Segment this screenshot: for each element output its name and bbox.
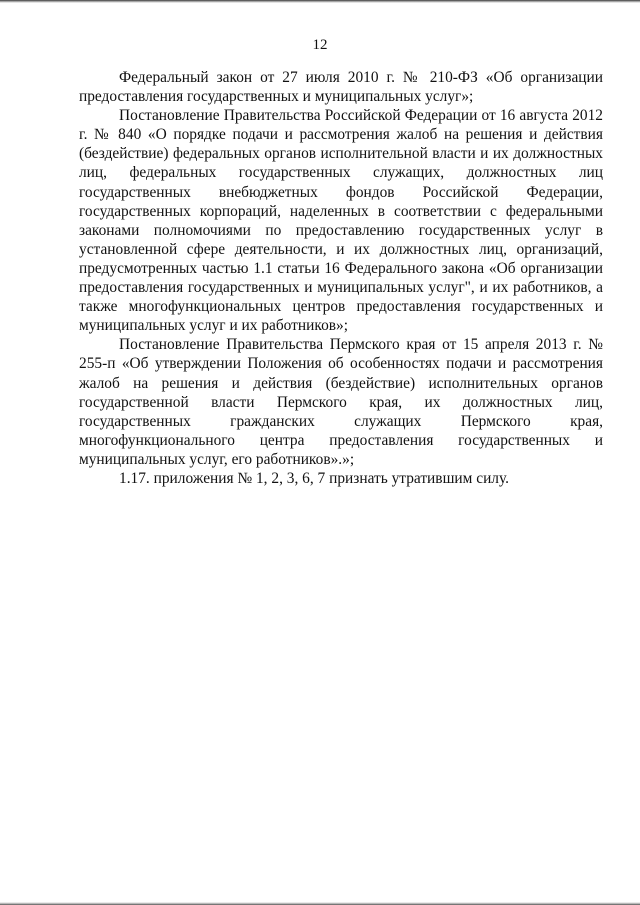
page-number: 12 xyxy=(312,37,328,53)
paragraph-item-1-17: 1.17. приложения № 1, 2, 3, 6, 7 признать утратившим силу. xyxy=(119,469,509,487)
document-body xyxy=(79,68,603,488)
scan-edge-top xyxy=(0,0,640,3)
paragraph-federal-law-210: Федеральный закон от 27 июля 2010 г. № 210-ФЗ «Об организации предоставления государственных и муниципальных услуг»; xyxy=(79,69,603,106)
paragraph-perm-decree-255: Постановление Правительства Пермского края от 15 апреля 2013 г. № 255-п «Об утверждении Положения об особенностях подачи и рассмотрения жалоб на решения и действия (бездействие) исполнительных органов государственной власти Пермского края, их должностных лиц, государственных гражданских служащих Пермского края, многофункционального центра предоставления государственных и муниципальных услуг, его работников».»; xyxy=(79,336,603,468)
paragraph-government-decree-840: Постановление Правительства Российской Федерации от 16 августа 2012 г. № 840 «О порядке подачи и рассмотрения жалоб на решения и действия (бездействие) федеральных органов исполнительной власти и их должностных лиц, федеральных государственных служащих, должностных лиц государственных внебюджетных фондов Российской Федерации, государственных корпораций, наделенных в соответствии с федеральными законами полномочиями по предоставлению государственных услуг в установленной сфере деятельности, и их должностных лиц, организаций, предусмотренных частью 1.1 статьи 16 Федерального закона «Об организации предоставления государственных и муниципальных услуг", и их работников, а также многофункциональных центров предоставления государственных и муниципальных услуг и их работников»; xyxy=(79,107,603,335)
